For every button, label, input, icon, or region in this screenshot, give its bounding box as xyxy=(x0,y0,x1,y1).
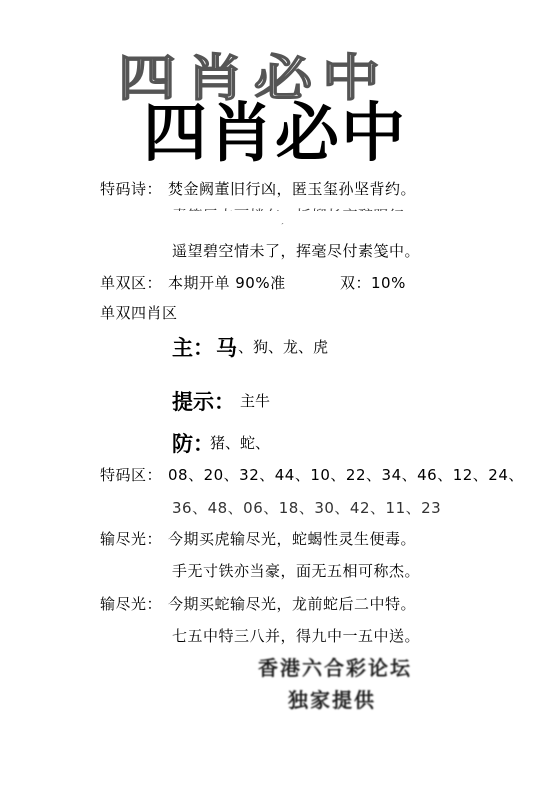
numbers-row-2: 36、48、06、18、30、42、11、23 xyxy=(172,499,442,517)
hint-label: 提示： xyxy=(172,390,235,414)
lose1-label: 输尽光： xyxy=(100,530,163,548)
main-rest: 、狗、龙、虎 xyxy=(238,338,329,356)
lose2-line-1: 今期买蛇输尽光，龙前蛇后二中特。 xyxy=(168,595,417,613)
main-first: 马 xyxy=(216,336,237,360)
odd-even-even-text: 双：10% xyxy=(340,274,406,292)
poem-line-3: 遥望碧空情未了，挥毫尽付素笺中。 xyxy=(172,242,421,260)
guard-label: 防： xyxy=(172,432,214,456)
poem-line-1: 焚金阙董旧行凶，匿玉玺孙坚背约。 xyxy=(168,180,417,198)
odd-even-label: 单双区： xyxy=(100,274,163,292)
lose2-line-2: 七五中特三八并，得九中一五中送。 xyxy=(172,627,421,645)
page-title: 四肖必中 xyxy=(143,97,407,171)
lose1-line-1: 今期买虎输尽光，蛇蝎性灵生便毒。 xyxy=(168,530,417,548)
odd-even-four-label: 单双四肖区 xyxy=(100,304,178,322)
guard-value: 猪、蛇、 xyxy=(210,434,271,452)
main-label: 主： xyxy=(172,336,214,360)
hint-value: 主牛 xyxy=(240,392,271,410)
numbers-label: 特码区： xyxy=(100,466,163,484)
poem-label: 特码诗： xyxy=(100,180,163,198)
scan-gap xyxy=(168,211,436,223)
watermark-title: 四肖必中 xyxy=(118,49,391,107)
lose2-label: 输尽光： xyxy=(100,595,163,613)
stamp-line-2: 独家提供 xyxy=(288,688,376,712)
numbers-row-1: 08、20、32、44、10、22、34、46、12、24、 xyxy=(168,466,524,484)
lose1-line-2: 手无寸铁亦当豪，面无五相可称杰。 xyxy=(172,562,421,580)
odd-even-text: 本期开单 90%准 xyxy=(168,274,286,292)
stamp-line-1: 香港六合彩论坛 xyxy=(258,656,412,680)
